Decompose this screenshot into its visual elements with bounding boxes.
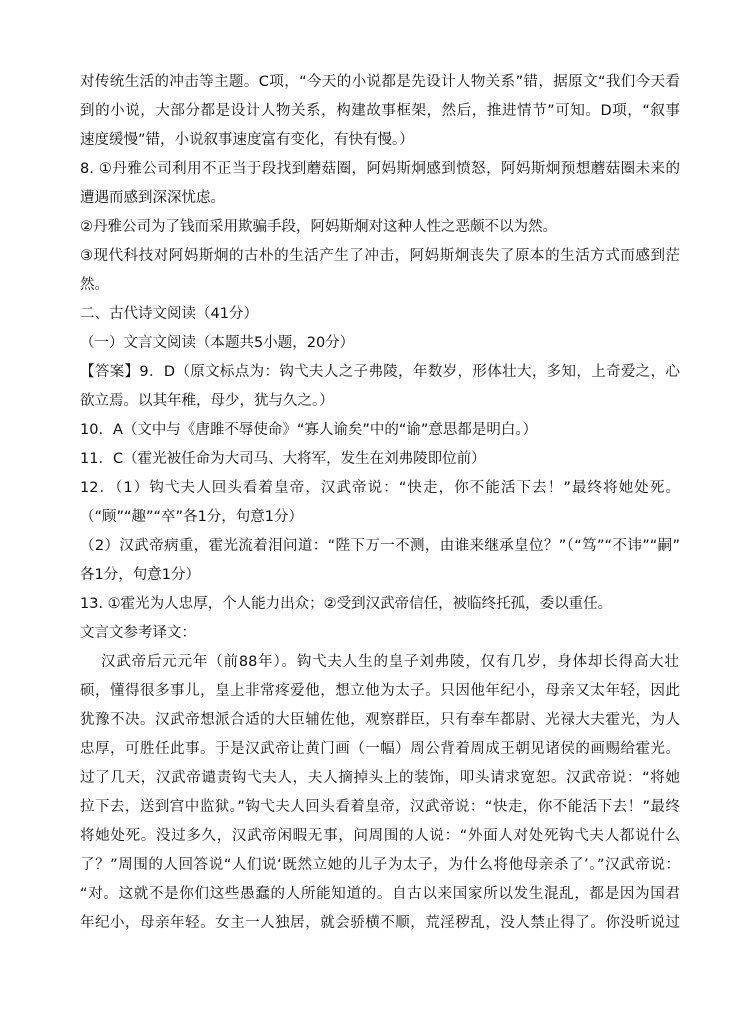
text-line: 10．A（文中与《唐雎不辱使命》“寡人谕矣”中的“谕”意思都是明白。） bbox=[80, 422, 538, 438]
text-line: 年纪小，母亲年轻。女主一人独居，就会骄横不顺，荒淫秽乱，没人禁止得了。你没听说过 bbox=[80, 915, 680, 931]
text-line: “对。这就不是你们这些愚蠢的人所能知道的。自古以来国家所以发生混乱，都是因为国君 bbox=[80, 886, 680, 902]
text-line: 欲立焉。以其年稚，母少，犹与久之。） bbox=[80, 393, 334, 409]
text-line: （2）汉武帝病重，霍光流着泪问道：“陛下万一不测，由谁来继承皇位？”（“笃”“不讳”“嗣” bbox=[80, 538, 680, 554]
text-line: 过了几天，汉武帝谴责钩弋夫人，夫人摘掉头上的装饰，叩头请求宽恕。汉武帝说：“将她 bbox=[80, 770, 680, 786]
text-line: 汉武帝后元元年（前88年）。钩弋夫人生的皇子刘弗陵，仅有几岁，身体却长得高大壮 bbox=[101, 654, 679, 670]
text-line: 遭遇而感到深深忧虑。 bbox=[80, 190, 225, 206]
text-line: 13. ①霍光为人忠厚，个人能力出众；②受到汉武帝信任，被临终托孤，委以重任。 bbox=[80, 596, 613, 612]
text-line: 犹豫不决。汉武帝想派合适的大臣辅佐他，观察群臣，只有奉车都尉、光禄大夫霍光，为人 bbox=[80, 712, 680, 728]
subsection-heading: （一）文言文阅读（本题共5小题，20分） bbox=[80, 335, 355, 351]
translation-heading: 文言文参考译文： bbox=[80, 625, 196, 641]
text-line: ②丹雅公司为了钱而采用欺骗手段，阿妈斯炯对这种人性之恶颇不以为然。 bbox=[80, 219, 557, 235]
text-line: 8. ①丹雅公司利用不正当于段找到蘑菇圈，阿妈斯炯感到愤怒，阿妈斯炯预想蘑菇圈未来的 bbox=[80, 161, 680, 177]
text-line: 各1分，句意1分） bbox=[80, 567, 200, 583]
text-line: 【答案】9．D（原文标点为：钩弋夫人之子弗陵，年数岁，形体壮大，多知，上奇爱之，心 bbox=[80, 364, 680, 380]
text-line: ③现代科技对阿妈斯炯的古朴的生活产生了冲击，阿妈斯炯丧失了原本的生活方式而感到茫 bbox=[80, 248, 680, 264]
section-heading: 二、古代诗文阅读（41分） bbox=[80, 306, 258, 322]
text-line: 硕，懂得很多事儿，皇上非常疼爱他，想立他为太子。只因他年纪小，母亲又太年轻，因此 bbox=[80, 683, 680, 699]
text-line: 将她处死。没过多久，汉武帝闲暇无事，问周围的人说：“外面人对处死钩弋夫人都说什么 bbox=[80, 828, 680, 844]
text-line: （“顾”“趣”“卒”各1分，句意1分） bbox=[80, 509, 304, 525]
text-line: 12．（1）钩弋夫人回头看着皇帝，汉武帝说：“快走，你不能活下去！”最终将她处死。 bbox=[80, 480, 680, 496]
text-line: 了？”周围的人回答说“人们说‘既然立她的儿子为太子，为什么将他母亲杀了’。”汉武帝说： bbox=[80, 857, 680, 873]
text-line: 拉下去，送到宫中监狱。”钩弋夫人回头看着皇帝，汉武帝说：“快走，你不能活下去！”最终 bbox=[80, 799, 680, 815]
text-line: 11．C（霍光被任命为大司马、大将军，发生在刘弗陵即位前） bbox=[80, 451, 486, 467]
text-line: 对传统生活的冲击等主题。C项，“今天的小说都是先设计人物关系”错，据原文“我们今天看 bbox=[80, 74, 680, 90]
text-line: 然。 bbox=[80, 277, 109, 293]
text-line: 忠厚，可胜任此事。于是汉武帝让黄门画（一幅）周公背着周成王朝见诸侯的画赐给霍光。 bbox=[80, 741, 680, 757]
text-line: 速度缓慢”错，小说叙事速度富有变化，有快有慢。） bbox=[80, 132, 414, 148]
text-line: 到的小说，大部分都是设计人物关系，构建故事框架，然后，推进情节”可知。D项，“叙事 bbox=[80, 103, 680, 119]
